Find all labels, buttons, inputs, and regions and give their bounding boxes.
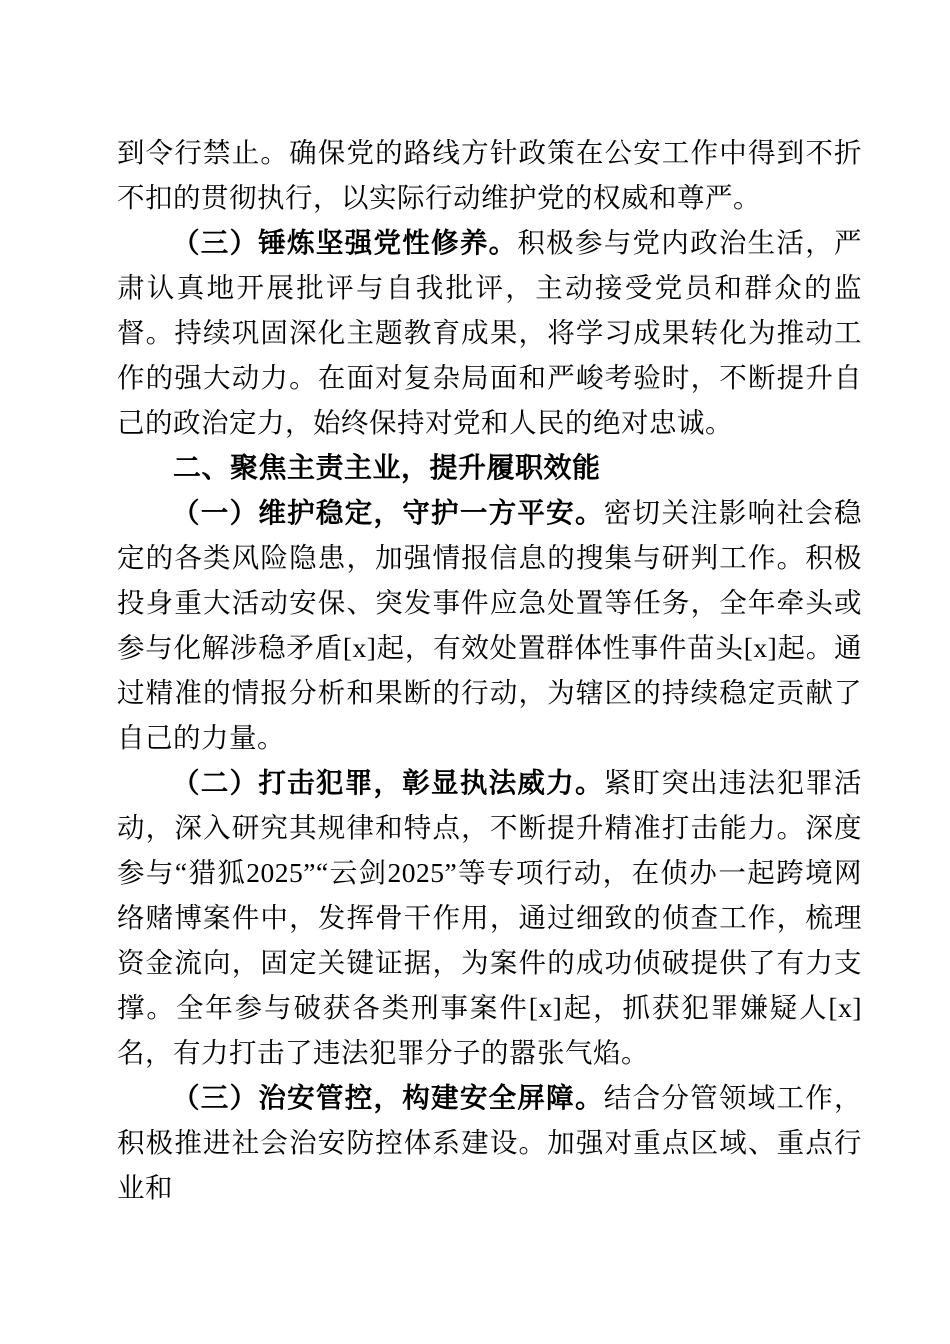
document-content (117, 130, 862, 1210)
paragraph: （三）治安管控，构建安全屏障。结合分管领域工作，积极推进社会治安防控体系建设。加强对重点区域、重点行业和 (117, 1082, 863, 1203)
paragraph-lead: （二）打击犯罪，彰显执法威力。 (172, 767, 604, 798)
paragraph-lead: （三）治安管控，构建安全屏障。 (172, 1082, 604, 1113)
paragraph: （三）锤炼坚强党性修养。积极参与党内政治生活，严肃认真地开展批评与自我批评，主动接受党员和群众的监督。持续巩固深化主题教育成果，将学习成果转化为推动工作的强大动力。在面对复杂局面和严峻考验时，不断提升自己的政治定力，始终保持对党和人民的绝对忠诚。 (117, 227, 862, 438)
paragraph-lead: （三）锤炼坚强党性修养。 (172, 227, 518, 258)
section-heading: 二、聚焦主责主业，提升履职效能 (173, 452, 601, 483)
paragraph: （二）打击犯罪，彰显执法威力。紧盯突出违法犯罪活动，深入研究其规律和特点，不断提升精准打击能力。深度参与“猎狐2025”“云剑2025”等专项行动，在侦办一起跨境网络赌博案件中，发挥骨干作用，通过细致的侦查工作，梳理资金流向，固定关键证据，为案件的成功侦破提供了有力支撑。全年参与破获各类刑事案件[x]起，抓获犯罪嫌疑人[x]名，有力打击了违法犯罪分子的嚣张气焰。 (117, 767, 863, 1068)
paragraph: （一）维护稳定，守护一方平安。密切关注影响社会稳定的各类风险隐患，加强情报信息的搜集与研判工作。积极投身重大活动安保、突发事件应急处置等任务，全年牵头或参与化解涉稳矛盾[x]起，有效处置群体性事件苗头[x]起。通过精准的情报分析和果断的行动，为辖区的持续稳定贡献了自己的力量。 (117, 497, 863, 753)
paragraph: 到令行禁止。确保党的路线方针政策在公安工作中得到不折不扣的贯彻执行，以实际行动维护党的权威和尊严。 (117, 137, 862, 213)
paragraph-lead: （一）维护稳定，守护一方平安。 (172, 497, 604, 528)
